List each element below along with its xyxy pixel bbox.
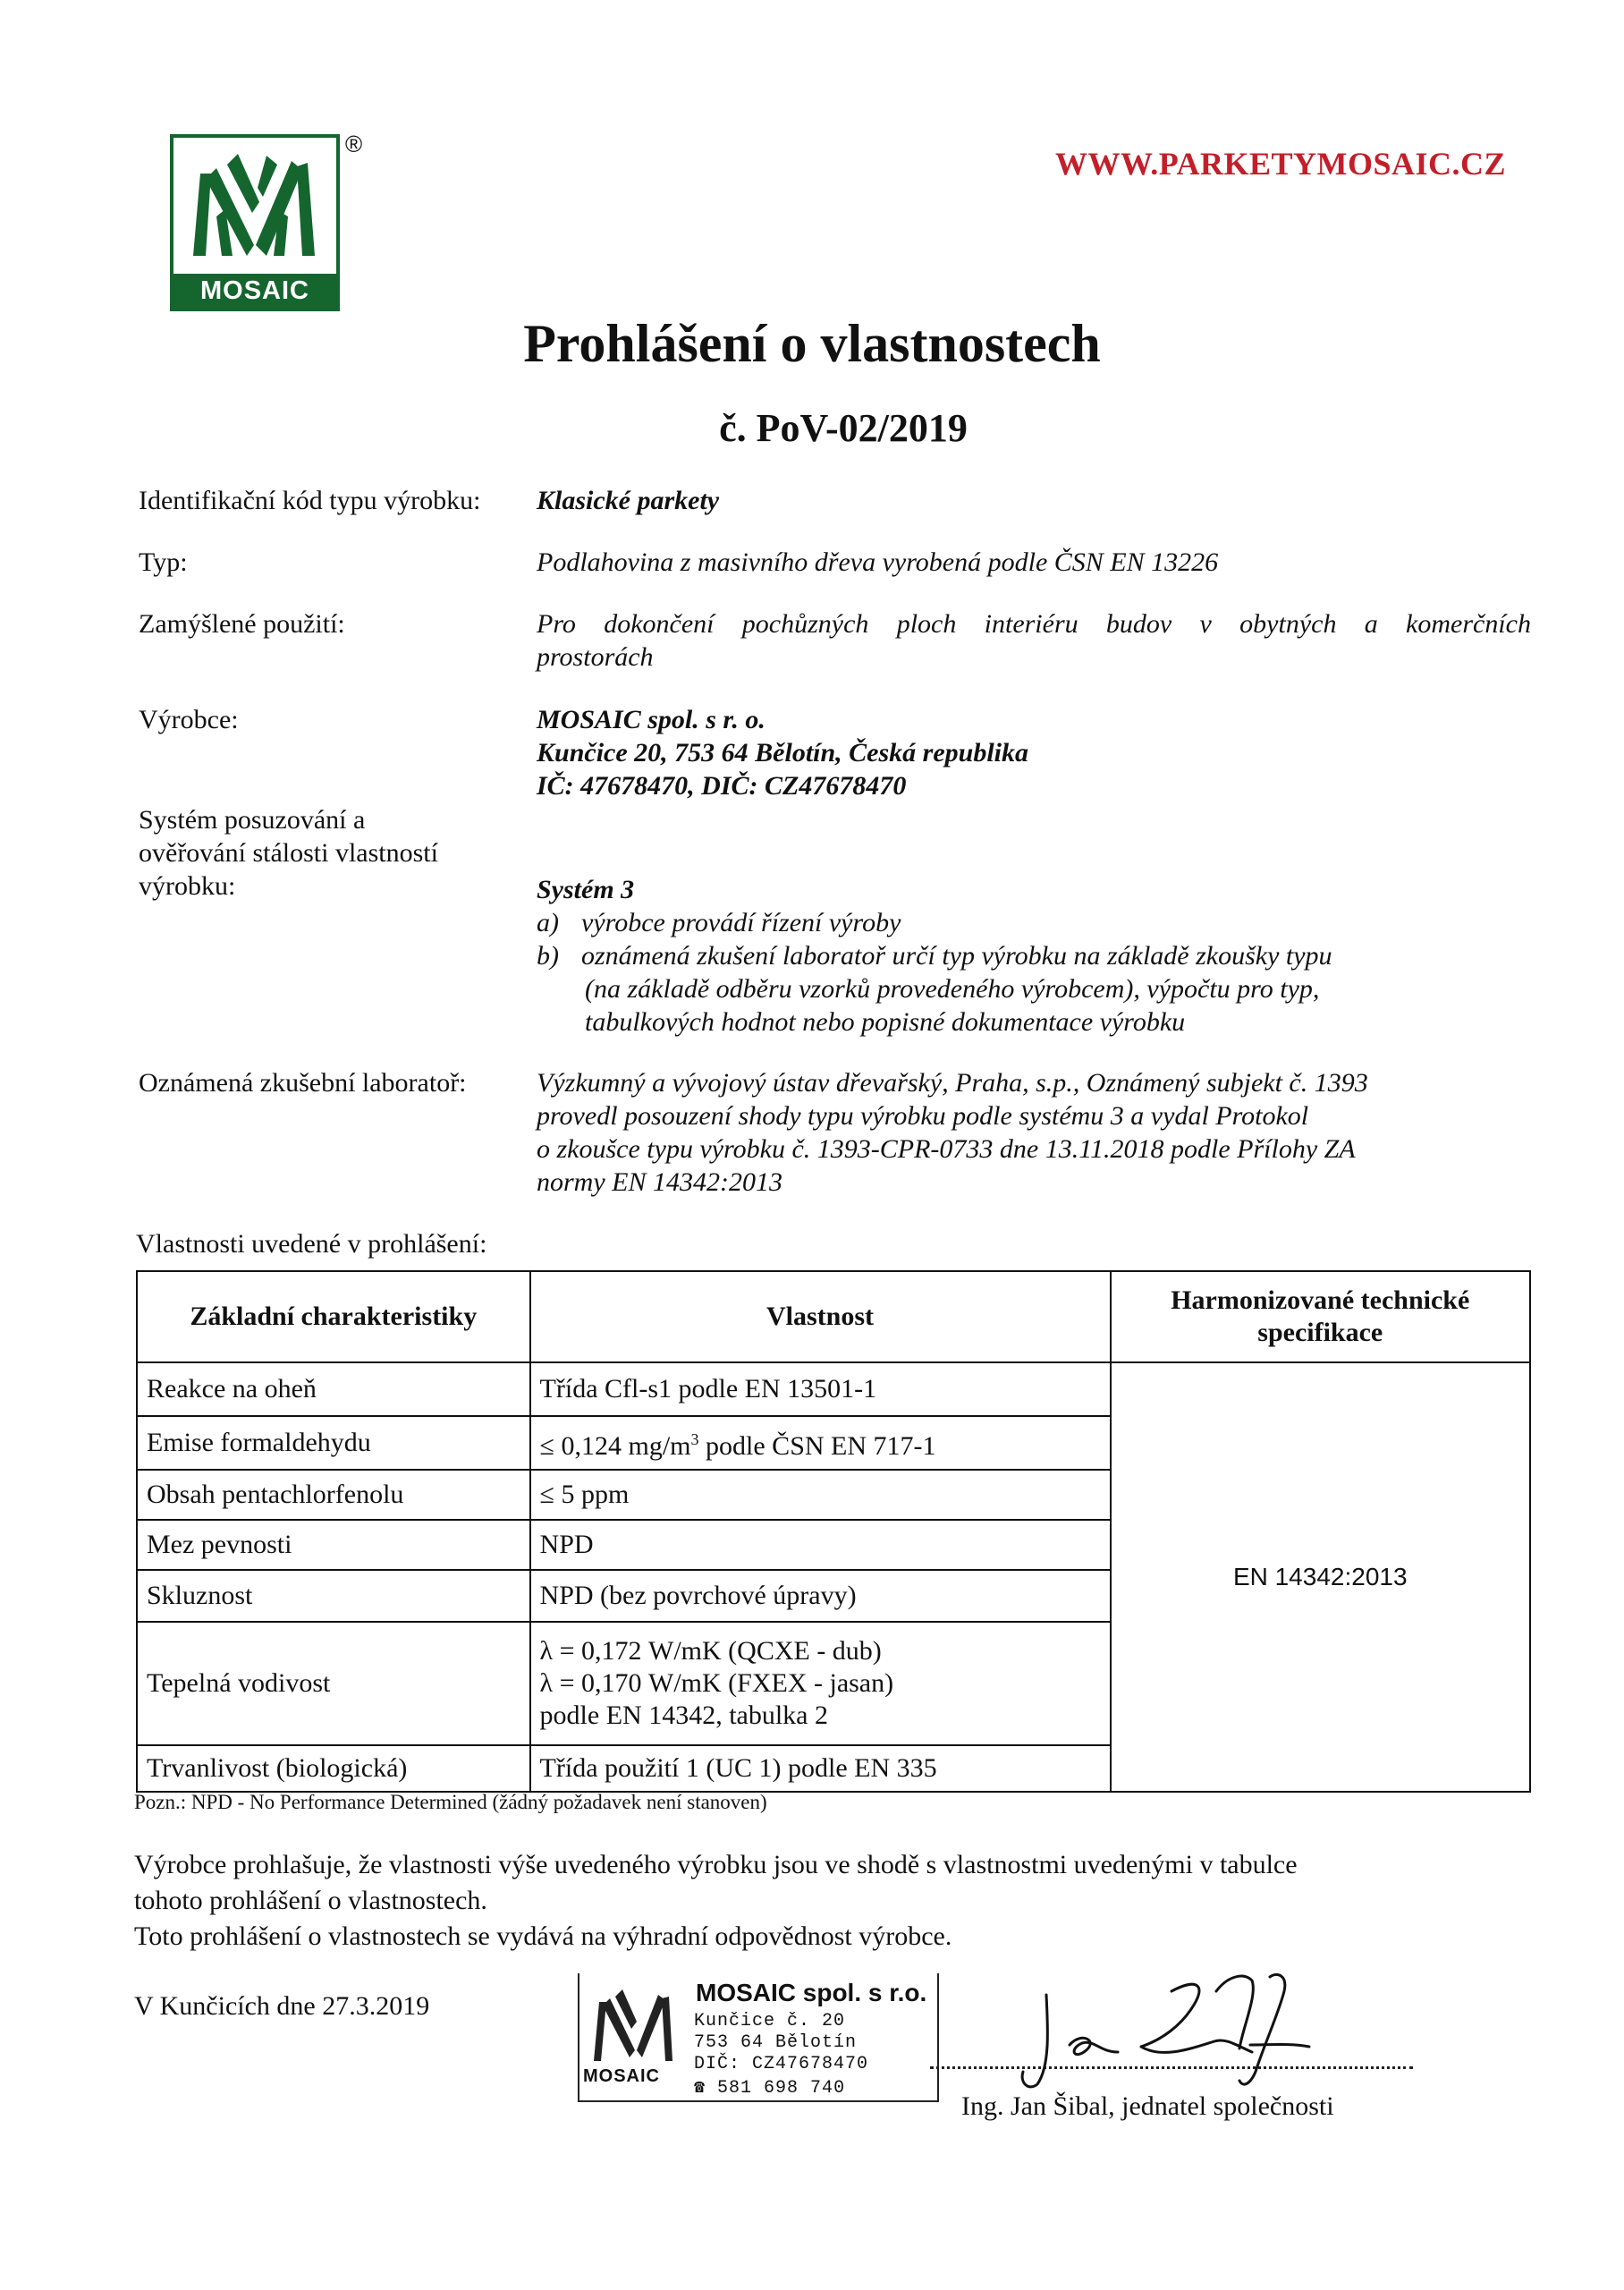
row-value: ≤ 5 ppm [530, 1470, 1111, 1520]
id-code-label: Identifikační kód typu výrobku: [139, 486, 481, 515]
row-value: Třída Cfl-s1 podle EN 13501-1 [530, 1362, 1111, 1416]
system-label-line2: ověřování stálosti vlastností [139, 838, 438, 868]
website-link[interactable]: WWW.PARKETYMOSAIC.CZ [1055, 146, 1507, 182]
document-title: Prohlášení o vlastnostech [523, 314, 1101, 373]
system-item-a-text: výrobce provádí řízení výroby [581, 908, 901, 937]
row-value [530, 1622, 1111, 1745]
table-row [137, 1362, 1530, 1416]
header-specification-line2: specifikace [1257, 1318, 1383, 1347]
row-value-superscript: 3 [690, 1430, 699, 1448]
system-label-line3: výrobku: [139, 871, 236, 901]
logo-wordmark: MOSAIC [173, 274, 336, 308]
use-label: Zamýšlené použití: [139, 609, 345, 639]
row-value-line2: λ = 0,170 W/mK (FXEX - jasan) [539, 1668, 894, 1698]
header-specification-line1: Harmonizované technické [1171, 1285, 1470, 1315]
type-value: Podlahovina z masivního dřeva vyrobená podle ČSN EN 13226 [537, 547, 1219, 577]
handwritten-signature [984, 1959, 1377, 2093]
stamp-company-name: MOSAIC spol. s r.o. [696, 1979, 927, 2006]
spec-cell: EN 14342:2013 [1111, 1362, 1531, 1792]
maker-label: Výrobce: [139, 705, 239, 734]
table-note: Pozn.: NPD - No Performance Determined (žádný požadavek není stanoven) [134, 1791, 767, 1813]
row-value-text: ≤ 0,124 mg/m [539, 1431, 691, 1461]
row-value [530, 1416, 1111, 1470]
header-specification [1111, 1271, 1531, 1362]
closing-line3: Toto prohlášení o vlastnostech se vydává na výhradní odpovědnost výrobce. [134, 1921, 952, 1951]
stamp-address-line1: Kunčice č. 20 [694, 2011, 846, 2031]
lab-line3: o zkoušce typu výrobku č. 1393-CPR-0733 dne 13.11.2018 podle Přílohy ZA [537, 1134, 1356, 1164]
stamp-logo-word: MOSAIC [583, 2066, 660, 2086]
closing-statement [134, 1847, 1538, 1955]
row-name: Emise formaldehydu [137, 1416, 530, 1470]
row-value-line3: podle EN 14342, tabulka 2 [539, 1701, 828, 1730]
stamp-address-line2: 753 64 Bělotín [694, 2032, 858, 2053]
registered-mark: ® [345, 131, 363, 157]
mosaic-m-icon [173, 138, 336, 274]
use-value-line1: Pro dokončení pochůzných ploch interiéru budov v obytných a komerčních [537, 609, 1531, 639]
system-item-b-line2: (na základě odběru vzorků provedeného výrobcem), výpočtu pro typ, [585, 974, 1320, 1004]
use-value-line2: prostorách [537, 642, 654, 672]
row-name: Obsah pentachlorfenolu [137, 1470, 530, 1520]
lab-line1: Výzkumný a vývojový ústav dřevařský, Praha, s.p., Oznámený subjekt č. 1393 [537, 1068, 1368, 1098]
system-item-b-line3: tabulkových hodnot nebo popisné dokumentace výrobku [585, 1007, 1186, 1037]
row-value: Třída použití 1 (UC 1) podle EN 335 [530, 1745, 1111, 1792]
document-number: č. PoV-02/2019 [719, 406, 968, 450]
header-characteristics: Základní charakteristiky [137, 1271, 530, 1362]
system-item-b-line1: oznámená zkušení laboratoř určí typ výrobku na základě zkoušky typu [581, 941, 1332, 971]
closing-line2: tohoto prohlášení o vlastnostech. [134, 1886, 487, 1915]
row-value-suffix: podle ČSN EN 717-1 [698, 1431, 936, 1461]
system-list [537, 906, 1531, 1039]
system-item-a-marker: a) [537, 908, 559, 937]
properties-intro: Vlastnosti uvedené v prohlášení: [136, 1229, 487, 1259]
maker-name: MOSAIC spol. s r. o. [537, 705, 765, 734]
id-code-value: Klasické parkety [537, 486, 720, 515]
row-value: NPD [530, 1520, 1111, 1570]
row-name: Mez pevnosti [137, 1520, 530, 1570]
lab-label: Oznámená zkušební laboratoř: [139, 1068, 467, 1098]
table-header-row [137, 1271, 1530, 1362]
system-item-a [537, 906, 1531, 939]
stamp-phone: ☎ 581 698 740 [694, 2078, 846, 2099]
system-item-b [537, 939, 1531, 1039]
row-value-line1: λ = 0,172 W/mK (QCXE - dub) [539, 1636, 882, 1666]
system-heading: Systém 3 [537, 875, 635, 904]
properties-table [136, 1270, 1531, 1793]
mosaic-logo [170, 134, 340, 311]
row-value: NPD (bez povrchové úpravy) [530, 1570, 1111, 1622]
lab-line4: normy EN 14342:2013 [537, 1167, 782, 1197]
row-name: Skluznost [137, 1570, 530, 1622]
stamp-logo-icon [585, 1979, 683, 2065]
row-name: Trvanlivost (biologická) [137, 1745, 530, 1792]
system-item-b-marker: b) [537, 941, 559, 971]
signer-name: Ing. Jan Šibal, jednatel společnosti [961, 2091, 1334, 2121]
row-name: Tepelná vodivost [137, 1622, 530, 1745]
stamp-dic: DIČ: CZ47678470 [694, 2054, 869, 2074]
company-stamp [578, 1973, 939, 2102]
maker-address: Kunčice 20, 753 64 Bělotín, Česká republika [537, 738, 1029, 768]
row-name: Reakce na oheň [137, 1362, 530, 1416]
closing-line1: Výrobce prohlašuje, že vlastnosti výše uvedeného výrobku jsou ve shodě s vlastnostmi uvedenými v tabulce [134, 1850, 1298, 1879]
system-label-line1: Systém posuzování a [139, 805, 366, 835]
header-property: Vlastnost [530, 1271, 1111, 1362]
type-label: Typ: [139, 547, 188, 577]
place-and-date: V Kunčicích dne 27.3.2019 [134, 1991, 430, 2021]
maker-ids: IČ: 47678470, DIČ: CZ47678470 [537, 771, 907, 801]
lab-line2: provedl posouzení shody typu výrobku podle systému 3 a vydal Protokol [537, 1101, 1309, 1131]
